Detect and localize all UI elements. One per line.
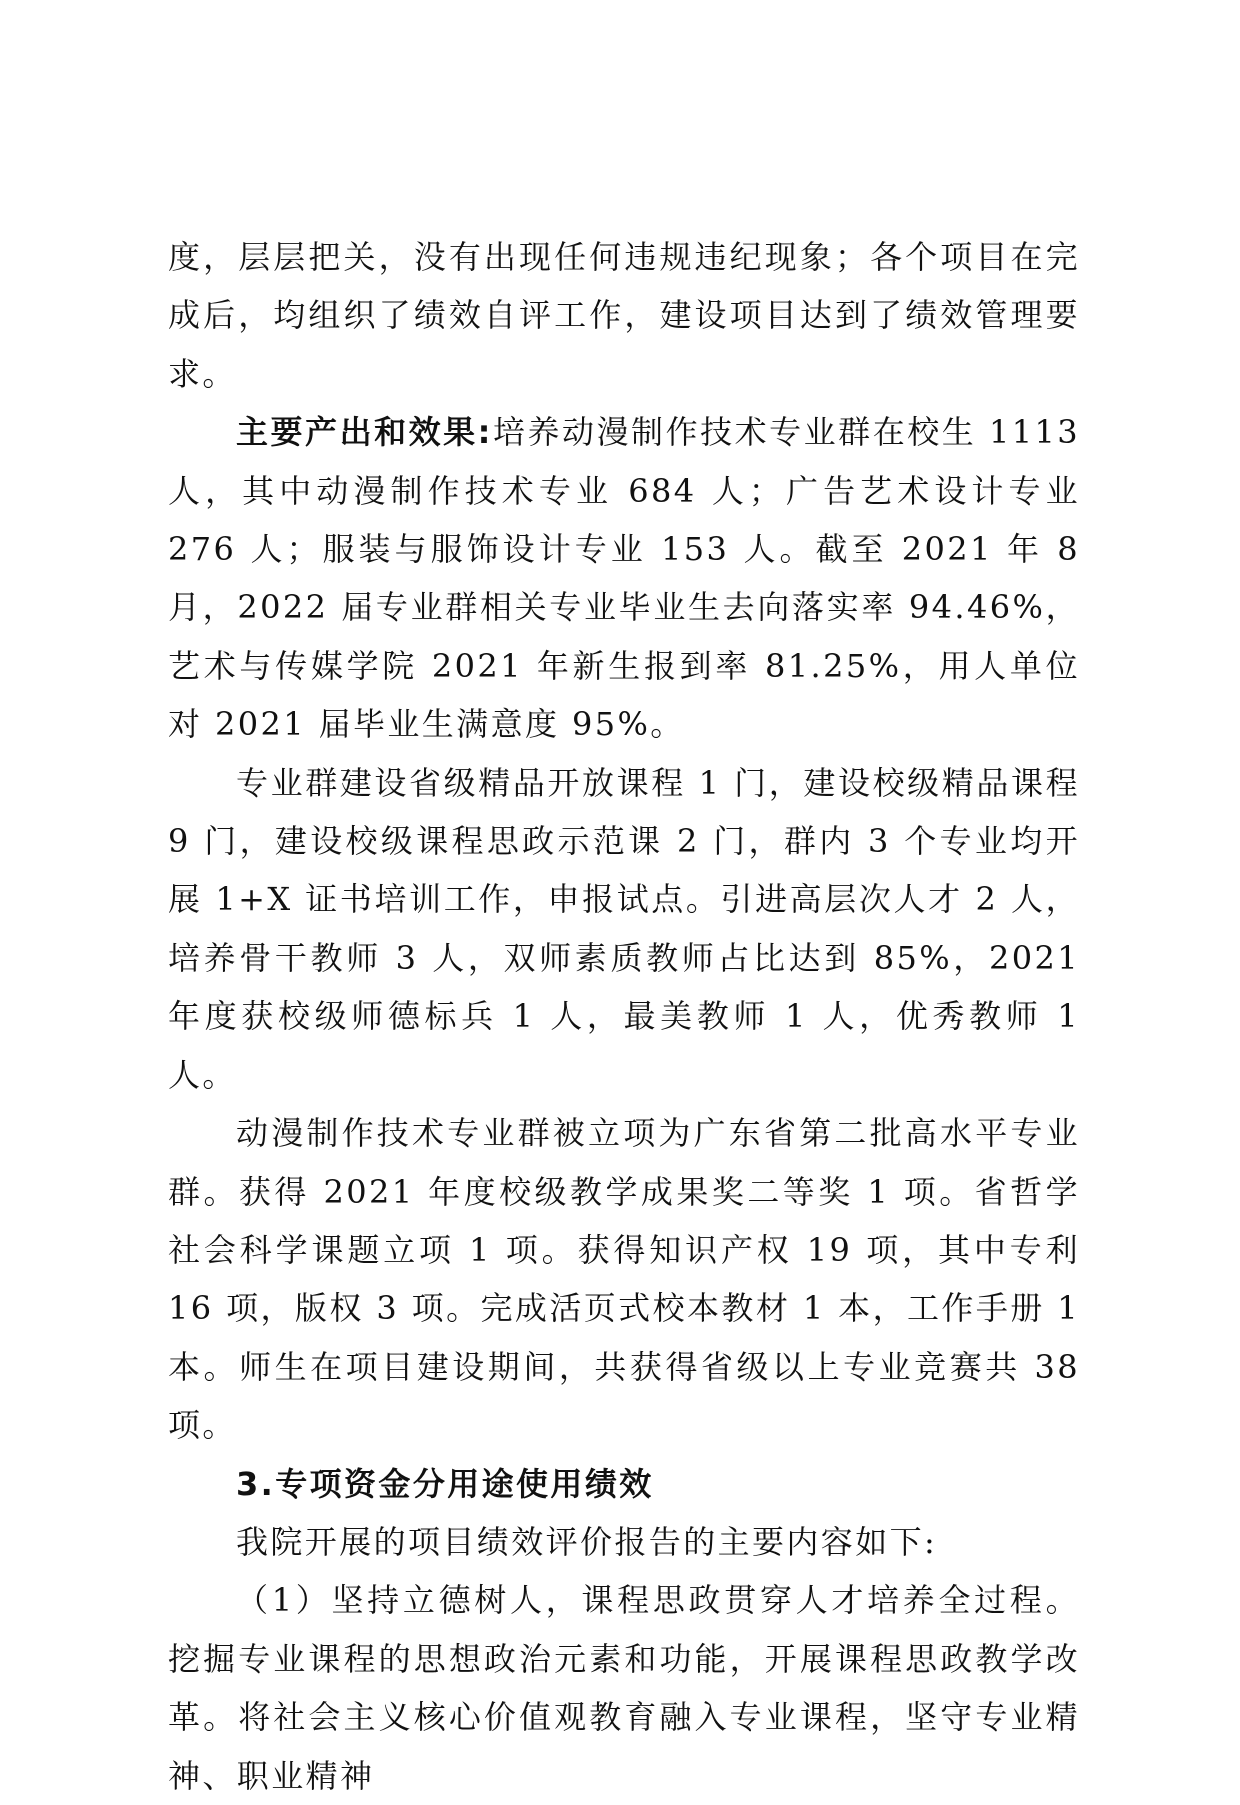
paragraph-continuation: 度，层层把关，没有出现任何违规违纪现象；各个项目在完成后，均组织了绩效自评工作，建设项目达到了绩效管理要求。 bbox=[168, 238, 1080, 393]
paragraph-outputs-text: 培养动漫制作技术专业群在校生 1113 人，其中动漫制作技术专业 684 人；广告艺术设计专业 276 人；服装与服饰设计专业 153 人。截至 2021 年 8 月，2022 届专业群相关专业毕业生去向落实率 94.46%，艺术与传媒学院 2021 年新生报到率 81.25%，用人单位对 2021 届毕业生满意度 95%。 bbox=[168, 413, 1080, 744]
paragraph-lead-label: 主要产出和效果: bbox=[236, 413, 493, 452]
paragraph-item-1: （1）坚持立德树人，课程思政贯穿人才培养全过程。挖掘专业课程的思想政治元素和功能，开展课程思政教学改革。将社会主义核心价值观教育融入专业课程，坚守专业精神、职业精神 bbox=[168, 1581, 1080, 1795]
paragraph-intro: 我院开展的项目绩效评价报告的主要内容如下: bbox=[236, 1522, 938, 1561]
document-body bbox=[168, 228, 1080, 1805]
paragraph-courses-teachers: 专业群建设省级精品开放课程 1 门，建设校级精品课程 9 门，建设校级课程思政示范课 2 门，群内 3 个专业均开展 1+X 证书培训工作，申报试点。引进高层次人才 2 人，培养骨干教师 3 人，双师素质教师占比达到 85%，2021 年度获校级师德标兵 1 人，最美教师 1 人，优秀教师 1 人。 bbox=[168, 763, 1080, 1094]
paragraph-achievements: 动漫制作技术专业群被立项为广东省第二批高水平专业群。获得 2021 年度校级教学成果奖二等奖 1 项。省哲学社会科学课题立项 1 项。获得知识产权 19 项，其中专利 16 项，版权 3 项。完成活页式校本教材 1 本，工作手册 1 本。师生在项目建设期间，共获得省级以上专业竞赛共 38 项。 bbox=[168, 1114, 1080, 1445]
section-heading: 3.专项资金分用途使用绩效 bbox=[236, 1464, 654, 1503]
paragraph-outputs-effects bbox=[168, 403, 1080, 753]
